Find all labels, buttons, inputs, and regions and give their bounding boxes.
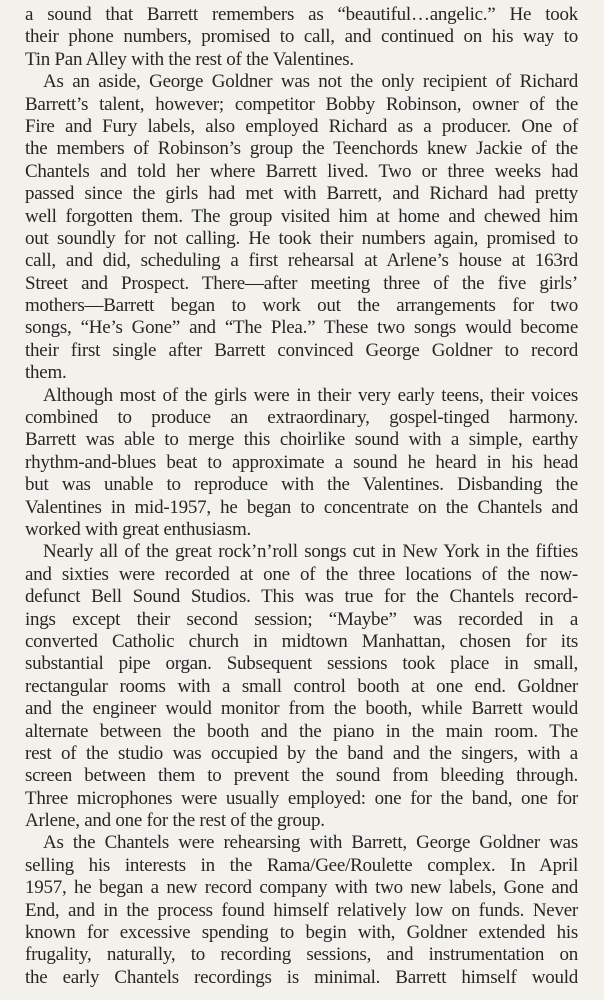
text-line: Barrett was able to merge this choirlike sound with a simple, earthy bbox=[25, 429, 578, 451]
text-line: mothers—Barrett began to work out the arrangements for two bbox=[25, 295, 578, 317]
text-line: Barrett’s talent, however; competitor Bobby Robinson, owner of the bbox=[25, 93, 578, 115]
text-line: substantial pipe organ. Subsequent sessions took place in small, bbox=[25, 653, 578, 675]
text-line: 1957, he began a new record company with two new labels, Gone and bbox=[25, 877, 578, 899]
paragraph bbox=[25, 541, 578, 832]
text-line: and the engineer would monitor from the booth, while Barrett would bbox=[25, 698, 578, 720]
text-line: call, and did, scheduling a first rehearsal at Arlene’s house at 163rd bbox=[25, 250, 578, 272]
paragraph bbox=[25, 385, 578, 542]
text-line: Chantels and told her where Barrett lived. Two or three weeks had bbox=[25, 160, 578, 182]
text-line: frugality, naturally, to recording sessions, and instrumentation on bbox=[25, 944, 578, 966]
text-line: combined to produce an extraordinary, gospel-tinged harmony. bbox=[25, 407, 578, 429]
text-line: defunct Bell Sound Studios. This was true for the Chantels record- bbox=[25, 586, 578, 608]
text-line: rectangular rooms with a small control booth at one end. Goldner bbox=[25, 675, 578, 697]
text-line: the early Chantels recordings is minimal. Barrett himself would bbox=[25, 966, 578, 988]
text-line: Street and Prospect. There—after meeting three of the five girls’ bbox=[25, 272, 578, 294]
paragraph bbox=[25, 832, 578, 989]
text-line: known for excessive spending to begin with, Goldner extended his bbox=[25, 922, 578, 944]
text-line: Although most of the girls were in their very early teens, their voices bbox=[43, 384, 578, 406]
text-line: Nearly all of the great rock’n’roll songs cut in New York in the fifties bbox=[43, 541, 578, 563]
text-line: the members of Robinson’s group the Teenchords knew Jackie of the bbox=[25, 138, 578, 160]
text-line: worked with great enthusiasm. bbox=[25, 518, 251, 540]
paragraph bbox=[25, 71, 578, 384]
text-line: Valentines in mid-1957, he began to concentrate on the Chantels and bbox=[25, 496, 578, 518]
text-line: selling his interests in the Rama/Gee/Roulette complex. In April bbox=[25, 854, 578, 876]
text-line: rhythm-and-blues beat to approximate a sound he heard in his head bbox=[25, 451, 578, 473]
text-line: converted Catholic church in midtown Manhattan, chosen for its bbox=[25, 630, 578, 652]
text-line: rest of the studio was occupied by the band and the singers, with a bbox=[25, 742, 578, 764]
text-line: As an aside, George Goldner was not the only recipient of Richard bbox=[43, 71, 578, 93]
text-line: ings except their second session; “Maybe” was recorded in a bbox=[25, 608, 578, 630]
text-line: and sixties were recorded at one of the three locations of the now- bbox=[25, 563, 578, 585]
book-page-text bbox=[25, 4, 578, 989]
text-line: them. bbox=[25, 362, 67, 384]
text-line: their phone numbers, promised to call, and continued on his way to bbox=[25, 26, 578, 48]
text-line: End, and in the process found himself relatively low on funds. Never bbox=[25, 899, 578, 921]
text-line: their first single after Barrett convinced George Goldner to record bbox=[25, 339, 578, 361]
text-line: but was unable to reproduce with the Valentines. Disbanding the bbox=[25, 474, 578, 496]
text-line: Tin Pan Alley with the rest of the Valentines. bbox=[25, 48, 354, 70]
text-line: Three microphones were usually employed: one for the band, one for bbox=[25, 787, 578, 809]
text-line: Arlene, and one for the rest of the group. bbox=[25, 810, 325, 832]
text-line: out soundly for not calling. He took their numbers again, promised to bbox=[25, 227, 578, 249]
text-line: well forgotten them. The group visited him at home and chewed him bbox=[25, 205, 578, 227]
paragraph bbox=[25, 4, 578, 71]
text-line: Fire and Fury labels, also employed Richard as a producer. One of bbox=[25, 115, 578, 137]
text-line: a sound that Barrett remembers as “beautiful…angelic.” He took bbox=[25, 4, 578, 25]
text-line: alternate between the booth and the piano in the main room. The bbox=[25, 720, 578, 742]
text-line: screen between them to prevent the sound from bleeding through. bbox=[25, 765, 578, 787]
text-line: passed since the girls had met with Barrett, and Richard had pretty bbox=[25, 183, 578, 205]
text-line: songs, “He’s Gone” and “The Plea.” These two songs would become bbox=[25, 317, 578, 339]
text-line: As the Chantels were rehearsing with Barrett, George Goldner was bbox=[43, 832, 578, 854]
